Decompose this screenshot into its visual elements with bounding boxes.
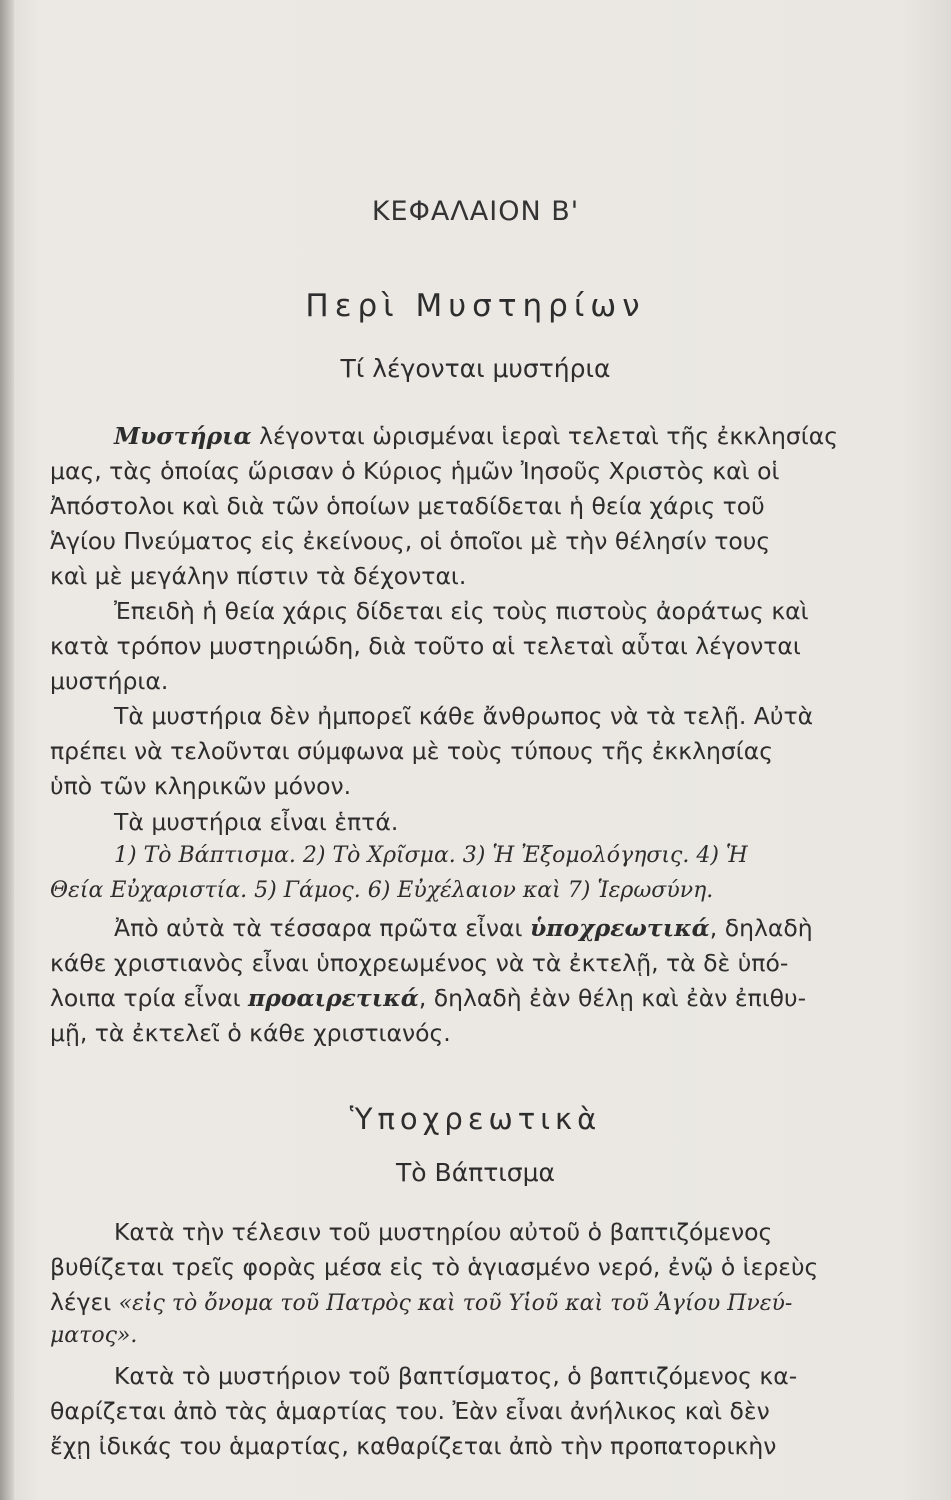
text: 1) Τὸ Βάπτισμα. 2) Τὸ Χρῖσμα. 3) Ἡ Ἐξομολόγησις. 4) Ἡ: [114, 843, 748, 868]
chapter-title: ΚΕΦΑΛΑΙΟΝ Β': [371, 196, 580, 227]
paragraph-7-line-1: [50, 1362, 951, 1390]
text: ὑπὸ τῶν κληρικῶν μόνον.: [50, 772, 352, 800]
paragraph-1-line-5: [50, 562, 890, 590]
paragraph-6-line-1: [50, 1218, 951, 1246]
paragraph-7-line-3: [50, 1432, 890, 1460]
text: , δηλαδὴ ἐὰν θέλῃ καὶ ἐὰν ἐπιθυ-: [418, 984, 807, 1012]
text: κάθε χριστιανὸς εἶναι ὑποχρεωμένος νὰ τὰ ἐκτελῇ, τὰ δὲ ὑπό-: [50, 949, 789, 977]
text: μῇ, τὰ ἐκτελεῖ ὁ κάθε χριστιανός.: [50, 1019, 451, 1047]
text: Κατὰ τὸ μυστήριον τοῦ βαπτίσματος, ὁ βαπτιζόμενος κα-: [114, 1362, 798, 1390]
paragraph-6-line-2: [50, 1253, 890, 1281]
text: πρέπει νὰ τελοῦνται σύμφωνα μὲ τοὺς τύπους τῆς ἐκκλησίας: [50, 737, 774, 765]
text: Ἀπόστολοι καὶ διὰ τῶν ὁποίων μεταδίδεται ἡ θεία χάρις τοῦ: [50, 492, 765, 520]
paragraph-6-line-3: [50, 1288, 890, 1316]
text: καὶ μὲ μεγάλην πίστιν τὰ δέχονται.: [50, 562, 467, 590]
text: Ἀπὸ αὐτὰ τὰ τέσσαρα πρῶτα εἶναι: [114, 914, 523, 942]
paragraph-3-line-3: [50, 772, 890, 800]
sacraments-list-line-1: [50, 843, 951, 868]
text: ἔχῃ ἰδικάς του ἁμαρτίας, καθαρίζεται ἀπὸ τὴν προπατορικὴν: [50, 1432, 777, 1460]
text: θαρίζεται ἀπὸ τὰς ἁμαρτίας του. Ἐὰν εἶναι ἀνήλικος καὶ δὲν: [50, 1397, 770, 1425]
paragraph-1-line-2: [50, 457, 890, 485]
text: κατὰ τρόπον μυστηριώδη, διὰ τοῦτο αἱ τελεταὶ αὗται λέγονται: [50, 632, 801, 660]
paragraph-1-line-3: [50, 492, 890, 520]
text: ματος».: [50, 1323, 138, 1348]
text: μας, τὰς ὁποίας ὥρισαν ὁ Κύριος ἡμῶν Ἰησοῦς Χριστὸς καὶ οἱ: [50, 457, 780, 485]
text: λέγονται ὡρισμέναι ἱεραὶ τελεταὶ τῆς ἐκκλησίας: [259, 422, 838, 450]
paragraph-6-line-4: [50, 1323, 890, 1348]
paragraph-1-line-4: [50, 527, 890, 555]
paragraph-1-line-1: [50, 422, 951, 450]
paragraph-2-line-2: [50, 632, 890, 660]
text: Ἐπειδὴ ἡ θεία χάρις δίδεται εἰς τοὺς πιστοὺς ἀοράτως καὶ: [114, 597, 809, 625]
paragraph-5-line-1: [50, 914, 951, 942]
text: Κατὰ τὴν τέλεσιν τοῦ μυστηρίου αὐτοῦ ὁ βαπτιζόμενος: [114, 1218, 773, 1246]
text: Θεία Εὐχαριστία. 5) Γάμος. 6) Εὐχέλαιον καὶ 7) Ἱερωσύνη.: [50, 878, 714, 903]
paragraph-5-line-3: [50, 984, 890, 1012]
paragraph-2-line-3: [50, 667, 890, 695]
paragraph-5-line-4: [50, 1019, 890, 1047]
term-optional: προαιρετικά: [248, 984, 419, 1012]
paragraph-2-line-1: [50, 597, 951, 625]
paragraph-3-line-1: [50, 702, 951, 730]
paragraph-7-line-2: [50, 1397, 890, 1425]
text: Τὰ μυστήρια δὲν ἠμπορεῖ κάθε ἄνθρωπος νὰ τὰ τελῇ. Αὐτὰ: [114, 702, 814, 730]
text: Τὰ μυστήρια εἶναι ἑπτά.: [114, 808, 399, 836]
paragraph-4-line-1: [50, 808, 951, 836]
text: βυθίζεται τρεῖς φορὰς μέσα εἰς τὸ ἁγιασμένο νερό, ἐνῷ ὁ ἱερεὺς: [50, 1253, 819, 1281]
text: Ἁγίου Πνεύματος εἰς ἐκείνους, οἱ ὁποῖοι μὲ τὴν θέλησίν τους: [50, 527, 771, 555]
text: λέγει: [50, 1288, 112, 1316]
text: , δηλαδὴ: [709, 914, 813, 942]
sacraments-list-line-2: [50, 878, 890, 903]
paragraph-3-line-2: [50, 737, 890, 765]
paragraph-5-line-2: [50, 949, 890, 977]
baptismal-formula-quote: «εἰς τὸ ὄνομα τοῦ Πατρὸς καὶ τοῦ Υἱοῦ καὶ τοῦ Ἁγίου Πνεύ-: [118, 1291, 793, 1316]
subtitle-baptism: Τὸ Βάπτισμα: [396, 1158, 555, 1187]
subtitle-what-are-sacraments: Τί λέγονται μυστήρια: [340, 354, 611, 383]
text: λοιπα τρία εἶναι: [50, 984, 241, 1012]
subtitle-obligatory: Ὑποχρεωτικὰ: [349, 1102, 602, 1136]
section-title: Περὶ Μυστηρίων: [305, 288, 646, 324]
text: μυστήρια.: [50, 667, 169, 695]
term-mysteria: Μυστήρια: [114, 422, 252, 450]
term-obligatory: ὑποχρεωτικά: [529, 914, 710, 942]
